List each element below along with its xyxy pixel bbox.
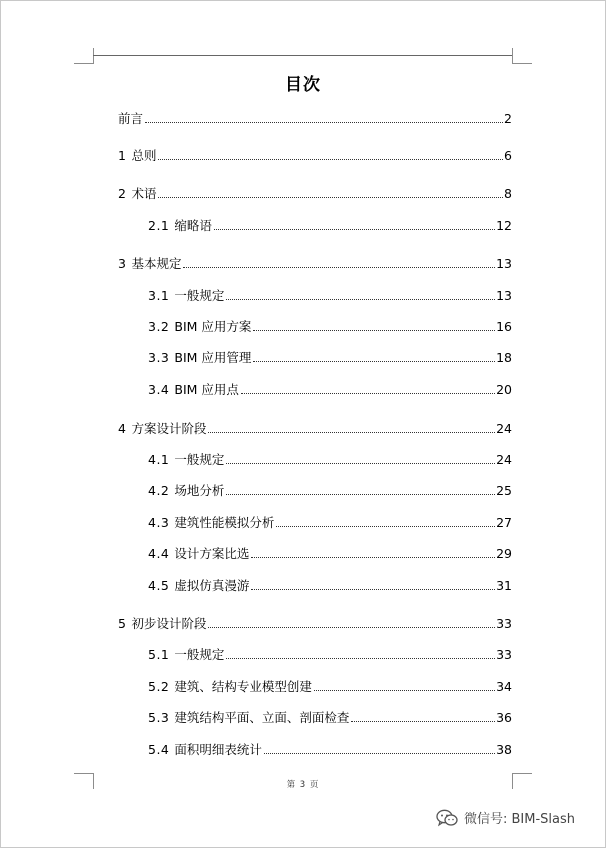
page-title: 目次 xyxy=(285,75,321,95)
toc-entry-page: 13 xyxy=(496,288,512,303)
toc-dot-leader xyxy=(158,159,503,160)
toc-entry-page: 38 xyxy=(496,742,512,757)
toc-entry-page: 29 xyxy=(496,546,512,561)
crop-mark-top-right xyxy=(512,48,532,64)
toc-dot-leader xyxy=(226,494,495,495)
header-rule xyxy=(93,55,512,56)
toc-dot-leader xyxy=(226,299,495,300)
toc-dot-leader xyxy=(214,229,495,230)
toc-dot-leader xyxy=(145,122,503,123)
toc-entry-page: 34 xyxy=(496,679,512,694)
toc-entry-label: 一般规定 xyxy=(174,647,225,662)
toc-entry-number: 3.1 xyxy=(148,288,170,303)
toc-entry-number: 2.1 xyxy=(148,218,170,233)
toc-entry-label: 缩略语 xyxy=(174,218,212,233)
toc-entry-page: 8 xyxy=(504,186,512,201)
toc-entry-number: 5 xyxy=(118,616,127,631)
toc-dot-leader xyxy=(251,557,495,558)
toc-entry-label: 术语 xyxy=(131,186,157,201)
toc-entry-number: 5.1 xyxy=(148,647,170,662)
toc-entry-number: 5.4 xyxy=(148,742,170,757)
toc-entry-page: 36 xyxy=(496,710,512,725)
toc-entry-label: 虚拟仿真漫游 xyxy=(174,578,250,593)
toc-entry-label: 基本规定 xyxy=(131,256,182,271)
toc-dot-leader xyxy=(158,197,503,198)
page-footer xyxy=(0,778,606,790)
toc-dot-leader xyxy=(351,721,495,722)
watermark-text: 微信号: BIM-Slash xyxy=(464,812,576,827)
toc-entry-page: 33 xyxy=(496,616,512,631)
toc-entry-number: 4.4 xyxy=(148,546,170,561)
toc-entry-label: 面积明细表统计 xyxy=(174,742,262,757)
toc-dot-leader xyxy=(226,658,495,659)
toc-entry xyxy=(118,421,512,437)
toc-entry-page: 2 xyxy=(504,111,512,126)
toc-entry-number: 5.3 xyxy=(148,710,170,725)
toc-entry xyxy=(148,647,512,663)
toc-entry-label: 方案设计阶段 xyxy=(131,421,207,436)
toc-entry-page: 13 xyxy=(496,256,512,271)
toc-entry-label: 初步设计阶段 xyxy=(131,616,207,631)
toc-entry xyxy=(118,256,512,272)
toc-entry xyxy=(118,148,512,164)
toc-entry xyxy=(148,319,512,335)
toc-entry xyxy=(148,742,512,758)
toc-entry-page: 25 xyxy=(496,483,512,498)
toc-entry-label: BIM 应用点 xyxy=(174,382,239,397)
toc-entry xyxy=(148,452,512,468)
toc-entry-number: 1 xyxy=(118,148,127,163)
toc-entry xyxy=(148,483,512,499)
toc-entry-page: 20 xyxy=(496,382,512,397)
toc-entry-label: 建筑性能模拟分析 xyxy=(174,515,275,530)
toc-entry-label: 设计方案比选 xyxy=(174,546,250,561)
crop-mark-top-left xyxy=(74,48,94,64)
toc-dot-leader xyxy=(208,627,495,628)
toc-entry xyxy=(148,382,512,398)
toc-entry-label: 一般规定 xyxy=(174,452,225,467)
watermark xyxy=(436,808,575,827)
toc-dot-leader xyxy=(183,267,495,268)
toc-entry xyxy=(118,616,512,632)
toc-entry-page: 24 xyxy=(496,452,512,467)
toc-dot-leader xyxy=(226,463,495,464)
toc-entry xyxy=(148,578,512,594)
toc-entry-label: 建筑结构平面、立面、剖面检查 xyxy=(174,710,350,725)
toc-entry-label: 一般规定 xyxy=(174,288,225,303)
toc-entry-number: 4.2 xyxy=(148,483,170,498)
toc-entry-page: 24 xyxy=(496,421,512,436)
toc-entry-number: 4.3 xyxy=(148,515,170,530)
toc-dot-leader xyxy=(314,690,495,691)
toc-entry-number: 3.3 xyxy=(148,350,170,365)
toc-entry-number: 3.2 xyxy=(148,319,170,334)
toc-entry xyxy=(148,710,512,726)
toc-entry xyxy=(148,218,512,234)
footer-page-number: 3 xyxy=(299,780,307,790)
toc-entry xyxy=(148,288,512,304)
toc-entry xyxy=(118,111,512,127)
toc-entry-label: 场地分析 xyxy=(174,483,225,498)
footer-suffix: 页 xyxy=(309,780,320,790)
toc-entry-label: BIM 应用方案 xyxy=(174,319,252,334)
toc-dot-leader xyxy=(253,361,495,362)
toc-entry-number: 4.5 xyxy=(148,578,170,593)
toc-entry-number: 5.2 xyxy=(148,679,170,694)
toc-entry-page: 6 xyxy=(504,148,512,163)
toc-dot-leader xyxy=(276,526,495,527)
toc-entry-page: 12 xyxy=(496,218,512,233)
toc-entry-page: 33 xyxy=(496,647,512,662)
toc-entry xyxy=(118,186,512,202)
toc-entry-page: 27 xyxy=(496,515,512,530)
toc-entry-label: BIM 应用管理 xyxy=(174,350,252,365)
toc-entry-page: 31 xyxy=(496,578,512,593)
toc-entry-number: 3.4 xyxy=(148,382,170,397)
toc-dot-leader xyxy=(208,432,495,433)
toc-entry-page: 16 xyxy=(496,319,512,334)
toc-entry-number: 4.1 xyxy=(148,452,170,467)
toc-entry xyxy=(148,515,512,531)
toc-dot-leader xyxy=(264,753,495,754)
toc-dot-leader xyxy=(241,393,495,394)
toc-dot-leader xyxy=(253,330,495,331)
toc-entry-label: 总则 xyxy=(131,148,157,163)
toc-entry xyxy=(148,546,512,562)
toc-dot-leader xyxy=(251,589,495,590)
toc-entry-page: 18 xyxy=(496,350,512,365)
toc-entry-number: 3 xyxy=(118,256,127,271)
toc-entry xyxy=(148,679,512,695)
wechat-icon xyxy=(436,809,458,827)
toc-entry-number: 4 xyxy=(118,421,127,436)
toc-entry-number: 2 xyxy=(118,186,127,201)
toc-entry xyxy=(148,350,512,366)
toc-entry-label: 前言 xyxy=(118,111,144,126)
toc-entry-label: 建筑、结构专业模型创建 xyxy=(174,679,312,694)
footer-prefix: 第 xyxy=(286,780,297,790)
